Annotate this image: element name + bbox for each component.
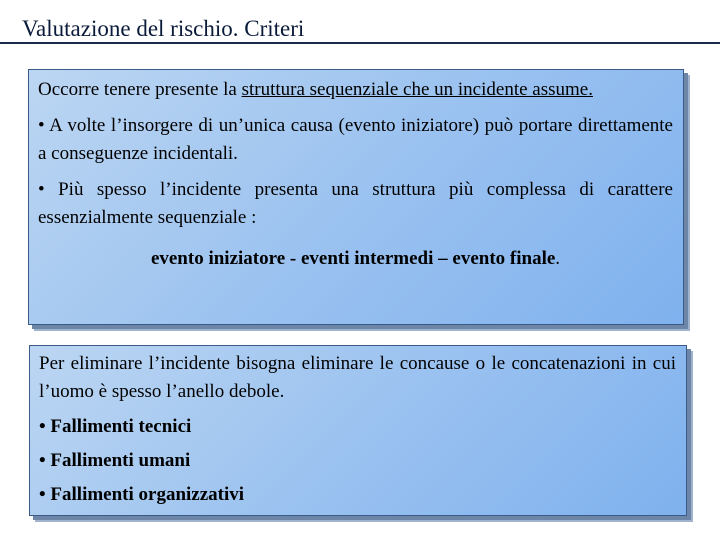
list-item-technical-failures: • Fallimenti tecnici bbox=[39, 416, 192, 437]
event-sequence-period: . bbox=[555, 248, 561, 269]
intro-paragraph bbox=[38, 76, 673, 104]
risk-criteria-box bbox=[28, 69, 684, 325]
slide-title: Valutazione del rischio. Criteri bbox=[22, 16, 305, 41]
list-item-organizational-failures: • Fallimenti organizzativi bbox=[39, 484, 245, 505]
failures-box bbox=[29, 345, 687, 516]
event-sequence bbox=[38, 245, 673, 273]
bullet-sequential-structure: • Più spesso l’incidente presenta una struttura più complessa di carattere essenzialmente sequenziale : bbox=[38, 179, 673, 228]
title-divider bbox=[0, 42, 720, 44]
failures-list bbox=[39, 410, 676, 512]
elimination-paragraph: Per eliminare l’incidente bisogna eliminare le concause o le concatenazioni in cui l’uomo è spesso l’anello debole. bbox=[39, 353, 676, 402]
event-sequence-text: evento iniziatore - eventi intermedi – evento finale bbox=[150, 248, 556, 269]
bullet-single-cause: • A volte l’insorgere di un’unica causa (evento iniziatore) può portare direttamente a conseguenze incidentali. bbox=[38, 115, 673, 164]
intro-text: Occorre tenere presente la bbox=[38, 79, 242, 100]
list-item-human-failures: • Fallimenti umani bbox=[39, 450, 191, 471]
intro-underlined-text: struttura sequenziale che un incidente assume. bbox=[241, 79, 593, 100]
